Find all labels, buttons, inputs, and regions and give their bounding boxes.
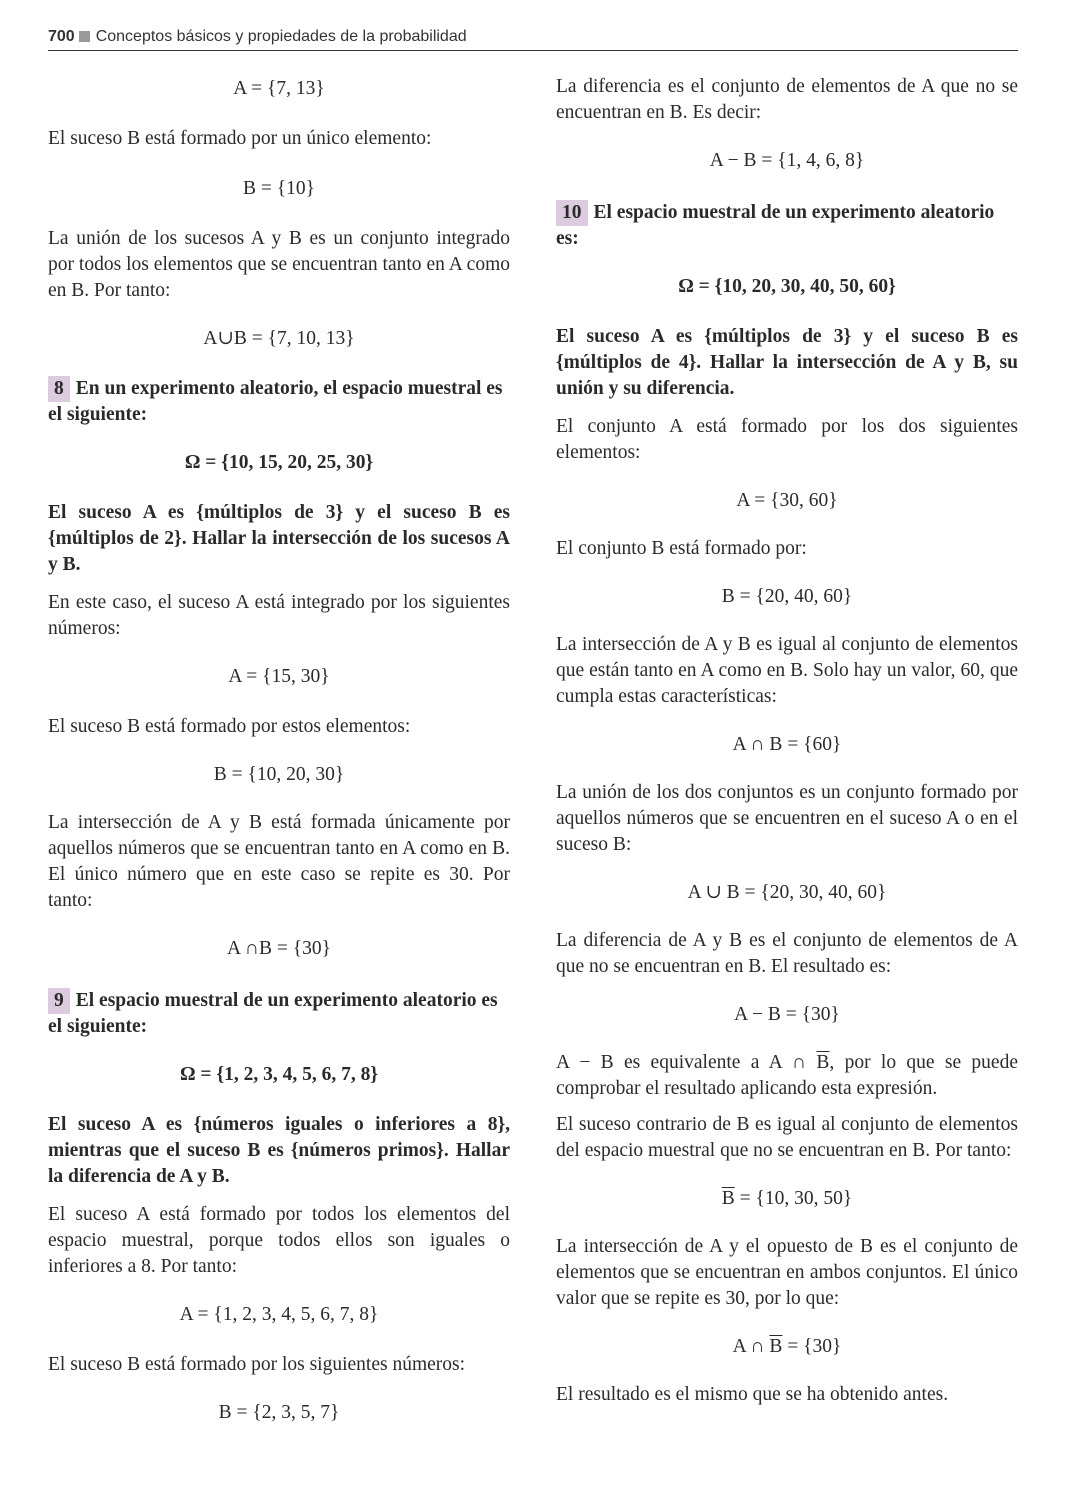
exercise-8-f2: B = {10, 20, 30}	[213, 764, 345, 785]
exercise-8-p1: En este caso, el suceso A está integrado por los siguientes números:	[48, 592, 510, 639]
exercise-8-p2: El suceso B está formado por estos elementos:	[48, 716, 411, 737]
formula-union: A∪B = {7, 10, 13}	[203, 328, 355, 349]
chapter-title: Conceptos básicos y propiedades de la probabilidad	[95, 28, 467, 45]
exercise-10-number: 10	[556, 200, 588, 226]
exercise-9-f2: B = {2, 3, 5, 7}	[218, 1402, 340, 1423]
exercise-8-statement: El suceso A es {múltiplos de 3} y el suceso B es {múltiplos de 2}. Hallar la intersección de los sucesos A y B.	[48, 502, 510, 575]
exercise-10-p9: El resultado es el mismo que se ha obtenido antes.	[556, 1384, 949, 1405]
formula-diferencia: A − B = {1, 4, 6, 8}	[709, 150, 865, 171]
exercise-8-omega: Ω = {10, 15, 20, 25, 30}	[184, 452, 374, 473]
exercise-8-number: 8	[48, 376, 70, 402]
exercise-10-statement: El suceso A es {múltiplos de 3} y el suceso B es {múltiplos de 4}. Hallar la intersección de A y B, su unión y su diferencia.	[556, 326, 1018, 399]
exercise-8-title: 8 En un experimento aleatorio, el espacio muestral es el siguiente:	[48, 378, 503, 425]
exercise-8-f3: A ∩B = {30}	[227, 938, 331, 959]
exercise-10-p5: La diferencia de A y B es el conjunto de elementos de A que no se encuentran en B. El resultado es:	[556, 930, 1018, 977]
exercise-10-f8: A ∩ $\overline{B} = \{30\}$	[732, 1336, 842, 1357]
exercise-10-title: 10 El espacio muestral de un experimento aleatorio es:	[556, 202, 995, 249]
paragraph-diferencia: La diferencia es el conjunto de elementos de A que no se encuentran en B. Es decir:	[556, 76, 1018, 123]
exercise-9-statement: El suceso A es {números iguales o inferiores a 8}, mientras que el suceso B es {números primos}. Hallar la diferencia de A y B.	[48, 1114, 510, 1187]
formula-a-7-13: A = {7, 13}	[233, 78, 325, 99]
paragraph-union: La unión de los sucesos A y B es un conjunto integrado por todos los elementos que se encuentran tanto en A como en B. Por tanto:	[48, 228, 510, 301]
exercise-10-f4: A ∪ B = {20, 30, 40, 60}	[687, 882, 887, 903]
exercise-9-title: 9 El espacio muestral de un experimento aleatorio es el siguiente:	[48, 990, 498, 1037]
exercise-10-p8: La intersección de A y el opuesto de B es el conjunto de elementos que se encuentran en ambos conjuntos. El único valor que se repite es 30, por lo que:	[556, 1236, 1018, 1309]
exercise-9-p1: El suceso A está formado por todos los elementos del espacio muestral, porque todos ellos son iguales o inferiores a 8. Por tanto:	[48, 1204, 510, 1277]
exercise-10-f3: A ∩ B = {60}	[732, 734, 842, 755]
exercise-10-f2: B = {20, 40, 60}	[721, 586, 853, 607]
exercise-8-p3: La intersección de A y B está formada únicamente por aquellos números que se encuentran tanto en A como en B. El único número que en este caso se repite es 30. Por tanto:	[48, 812, 510, 911]
exercise-10-p1: El conjunto A está formado por los dos siguientes elementos:	[556, 416, 1018, 463]
exercise-9-number: 9	[48, 988, 70, 1014]
exercise-9-omega: Ω = {1, 2, 3, 4, 5, 6, 7, 8}	[179, 1064, 379, 1085]
exercise-10-p4: La unión de los dos conjuntos es un conjunto formado por aquellos números que se encuentren en el suceso A o en el suceso B:	[556, 782, 1018, 855]
exercise-10-p2: El conjunto B está formado por:	[556, 538, 807, 559]
right-column	[556, 74, 1018, 1408]
formula-b-10: B = {10}	[243, 178, 315, 199]
left-column	[48, 74, 510, 1426]
exercise-8-f1: A = {15, 30}	[228, 666, 330, 687]
exercise-9-f1: A = {1, 2, 3, 4, 5, 6, 7, 8}	[179, 1304, 379, 1325]
exercise-10-omega: Ω = {10, 20, 30, 40, 50, 60}	[678, 276, 896, 297]
header-square-icon	[79, 31, 90, 42]
exercise-10-p3: La intersección de A y B es igual al conjunto de elementos que están tanto en A como en B. Solo hay un valor, 60, que cumpla estas características:	[556, 634, 1018, 707]
page-header	[48, 26, 1018, 51]
exercise-10-p7: El suceso contrario de B es igual al conjunto de elementos del espacio muestral que no se encuentran en B. Por tanto:	[556, 1114, 1018, 1161]
exercise-10-p6: A − B es equivalente a A ∩ $\overline{B}$, por lo que se puede comprobar el resultado aplicando esta expresión.	[556, 1052, 1018, 1099]
exercise-9-p2: El suceso B está formado por los siguientes números:	[48, 1354, 466, 1375]
exercise-10-f5: A − B = {30}	[734, 1004, 840, 1025]
exercise-10-f1: A = {30, 60}	[736, 490, 838, 511]
page-number: 700	[48, 28, 75, 45]
exercise-10-f7: $\overline{B} = \{10$, 30, 50}	[721, 1188, 853, 1209]
paragraph-b-unico: El suceso B está formado por un único elemento:	[48, 128, 432, 149]
